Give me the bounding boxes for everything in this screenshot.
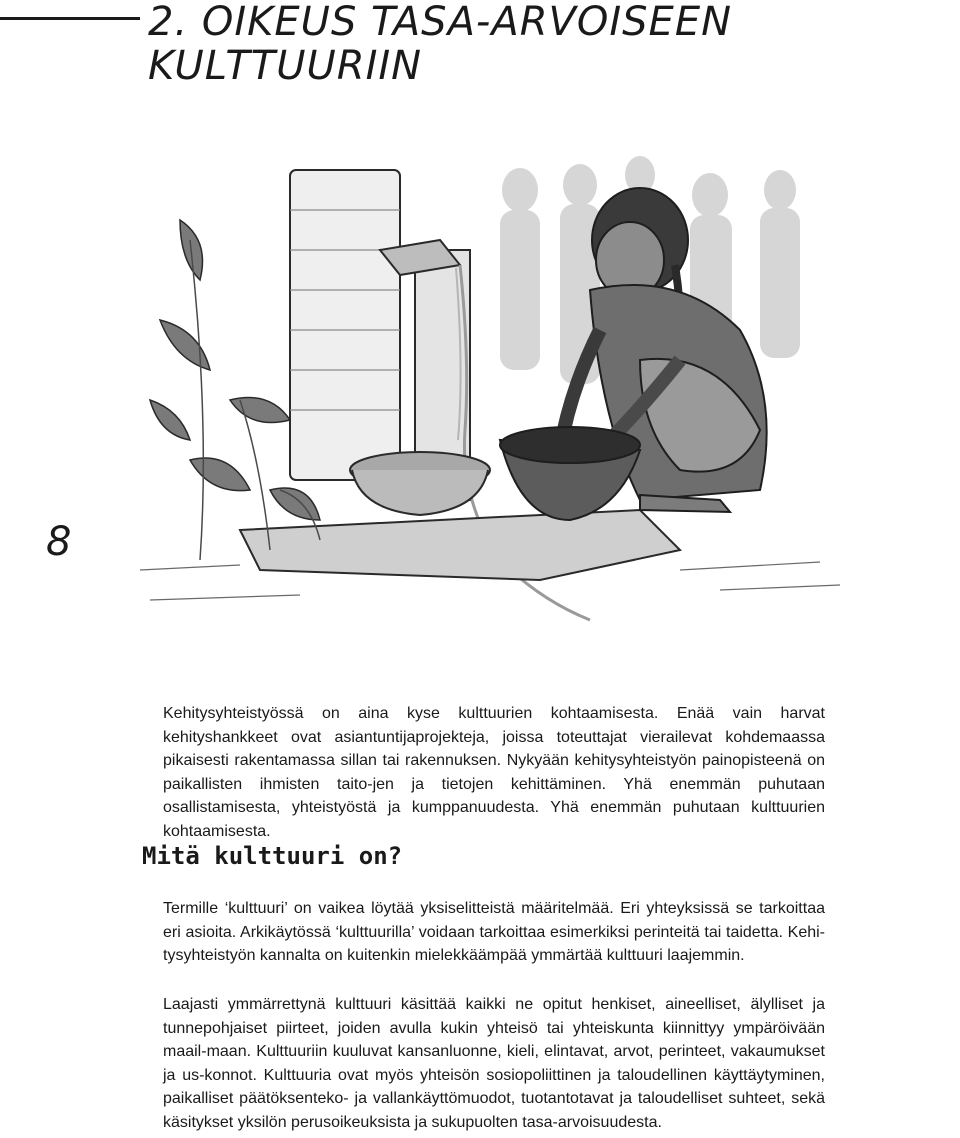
definition-paragraph: Termille ‘kulttuuri’ on vaikea löytää yksiselitteistä määritelmää. Eri yhteyksissä se tarkoittaa eri asioita. Arkikäytössä ‘kulttuurilla’ voidaan tarkoittaa esimerkiksi perinteitä tai taidetta. Kehi-tysyhteistyön kannalta on kuitenkin mielekkäämpää ymmärtää kulttuuri laajemmin. bbox=[163, 900, 825, 964]
chapter-title: 2. OIKEUS TASA-ARVOISEEN KULTTUURIIN bbox=[140, 0, 960, 88]
intro-paragraph: Kehitysyhteistyössä on aina kyse kulttuurien kohtaamisesta. Enää vain harvat kehityshankkeet ovat asiantuntijaprojekteja, joissa toteuttajat vierailevat kohdemaassa pikaisesti rakentamassa sillan tai rakennuksen. Nykyään kehitysyhteistyön painopisteenä on paikallisten ihmisten taito-jen ja tietojen kehittäminen. Yhä enemmän puhutaan osallistamisesta, yhteistyöstä ja kumppanuudesta. Yhä enemmän puhutaan kulttuurien kohtaamisesta. bbox=[163, 705, 825, 840]
section-heading: Mitä kulttuuri on? bbox=[142, 842, 403, 870]
page-number: 8 bbox=[46, 519, 72, 565]
broad-definition-paragraph: Laajasti ymmärrettynä kulttuuri käsittää kaikki ne opitut henkiset, aineelliset, älylliset ja tunnepohjaiset piirteet, joiden avulla kukin yhteisö tai yhteiskunta kiinnittyy ympäröivään maail-maan. Kulttuuriin kuuluvat kansanluonne, kieli, elintavat, arvot, perinteet, vakaumukset ja us-konnot. Kulttuuria ovat myös yhteisön sosiopoliittinen ja taloudellinen käyttäytyminen, paikalliset päätöksenteko- ja vallankäyttömuodot, tuotantotavat ja taloudelliset suhteet, sekä käsitykset yksilön perusoikeuksista ja sukupuolten tasa-arvoisuudesta. bbox=[163, 996, 825, 1131]
woman-washing-bowl-at-water-tap-drawing bbox=[120, 100, 860, 640]
